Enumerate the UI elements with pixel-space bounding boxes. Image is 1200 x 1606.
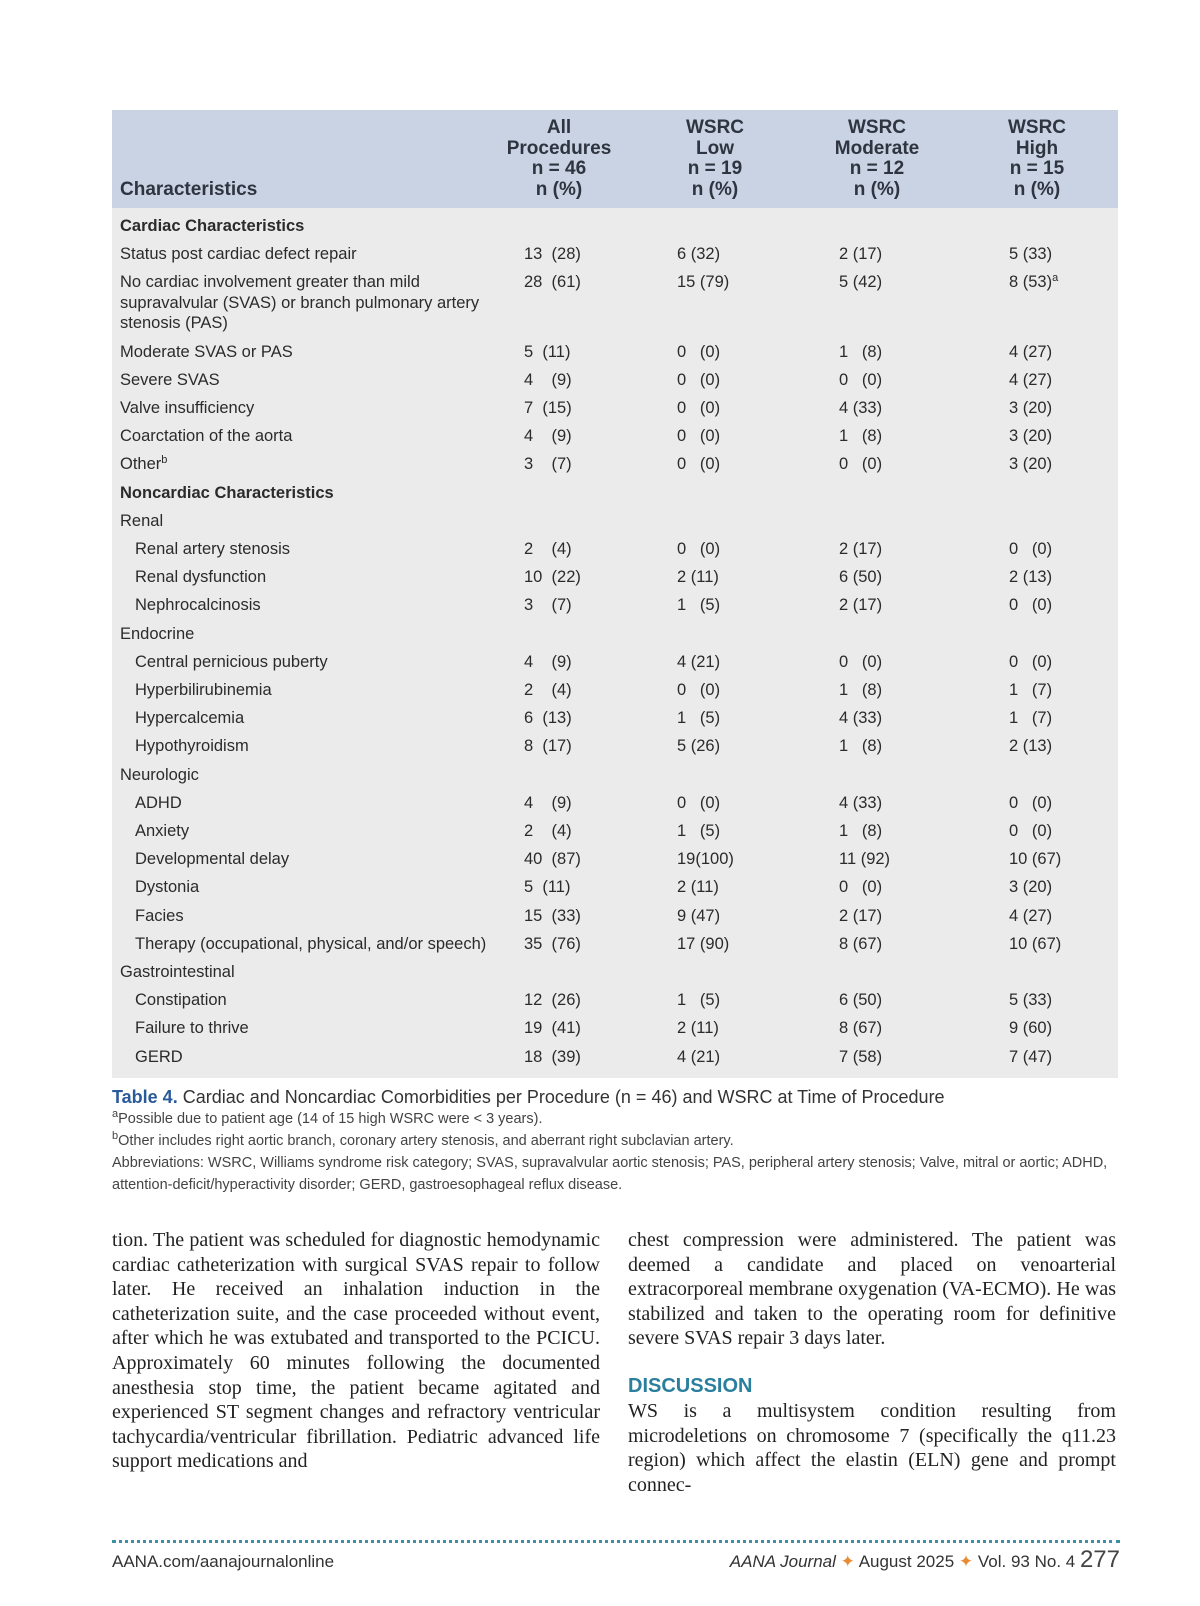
cell-value: 10 (67) — [1009, 850, 1062, 869]
table-cell — [524, 821, 572, 842]
header-line: WSRC — [1007, 117, 1067, 138]
table-cell — [524, 1047, 581, 1068]
header-wsrc-moderate — [792, 118, 962, 200]
table-cell — [839, 877, 882, 898]
table-cell — [839, 426, 882, 447]
row-label: Failure to thrive — [135, 1019, 249, 1038]
cell-value: 5 (11) — [524, 342, 571, 361]
header-line: n = 12 — [849, 158, 905, 179]
row-label: Nephrocalcinosis — [135, 596, 261, 615]
table-cell — [1009, 398, 1052, 419]
footer-citation — [730, 1546, 1120, 1574]
cell-value: 0 (0) — [1009, 652, 1053, 671]
table-cell — [524, 652, 572, 673]
cell-value: 8 (67) — [839, 934, 883, 953]
diamond-icon: ✦ — [958, 1552, 974, 1571]
header-line: n = 46 — [531, 158, 587, 179]
header-line: n (%) — [1013, 178, 1061, 200]
cell-value: 3 (20) — [1009, 878, 1053, 897]
cell-value: 4 (27) — [1009, 342, 1053, 361]
table-cell — [524, 454, 572, 475]
header-line: WSRC — [847, 117, 907, 138]
cell-value: 3 (20) — [1009, 427, 1053, 446]
row-label: Therapy (occupational, physical, and/or speech) — [135, 934, 487, 953]
footer-journal: AANA Journal — [729, 1552, 836, 1571]
table-cell — [524, 906, 581, 927]
cell-value: 2 (4) — [524, 822, 572, 840]
table-cell — [677, 877, 719, 898]
header-line: n (%) — [691, 178, 739, 200]
cell-value: 0 (0) — [1009, 596, 1053, 615]
row-label: Neurologic — [120, 765, 199, 784]
table-cell — [839, 454, 882, 475]
cell-value: 1 (5) — [677, 709, 721, 728]
caption-text: Cardiac and Noncardiac Comorbidities per Procedure (n = 46) and WSRC at Time of Procedure — [182, 1087, 945, 1107]
cell-value: 1 (5) — [677, 596, 721, 615]
table-cell — [524, 849, 581, 870]
body-paragraph: chest compression were administered. The patient was deemed a candidate and placed on venoarterial extracorporeal membrane oxygenation (VA-ECMO). He was stabilized and taken to the operating room for definitive severe SVAS repair 3 days later. — [628, 1229, 1116, 1350]
cell-value: 6 (50) — [839, 568, 883, 587]
footnote-b — [112, 1130, 1122, 1152]
cell-value: 7 (58) — [839, 1047, 883, 1066]
cell-value: 5 (26) — [677, 737, 721, 756]
header-line: Procedures — [506, 137, 612, 159]
header-line: n = 15 — [1009, 158, 1065, 179]
table-caption — [112, 1087, 1122, 1196]
header-line: WSRC — [685, 117, 745, 138]
table-cell — [839, 272, 882, 293]
body-column-left — [112, 1228, 600, 1474]
table-cell — [839, 990, 882, 1011]
table-cell — [1009, 990, 1052, 1011]
cell-value: 0 (0) — [839, 652, 883, 671]
header-characteristics: Characteristics — [120, 178, 258, 200]
cell-value: 5 (33) — [1009, 991, 1053, 1010]
row-label: Hyperbilirubinemia — [135, 681, 272, 699]
table-cell — [677, 849, 734, 870]
cell-value: 19 (41) — [524, 1019, 581, 1038]
cell-value: 4 (27) — [1009, 906, 1053, 925]
cell-value: 1 (8) — [839, 681, 883, 699]
table-cell — [677, 370, 720, 391]
cell-value: 3 (7) — [524, 596, 572, 615]
table-cell — [1009, 1018, 1052, 1039]
header-line: All — [546, 117, 572, 138]
table-cell — [677, 539, 720, 560]
table-cell — [524, 567, 581, 588]
cell-value: 0 (0) — [1009, 793, 1053, 812]
abbreviations-note: Abbreviations: WSRC, Williams syndrome risk category; SVAS, supravalvular aortic stenosis; PAS, peripheral artery stenosis; Valve, mitral or aortic; ADHD, attention-deficit/hyperactivity disorder; GERD, gastroesophageal reflux disease. — [112, 1155, 1108, 1193]
cell-value: 1 (5) — [677, 822, 721, 840]
cell-value: 8 (67) — [839, 1019, 883, 1038]
cell-value: 0 (0) — [677, 427, 721, 446]
cell-value: 35 (76) — [524, 934, 581, 953]
table-cell — [677, 595, 720, 616]
table-cell — [677, 272, 729, 293]
table-cell — [1009, 539, 1052, 560]
table-cell — [1009, 877, 1052, 898]
cell-value: 5 (11) — [524, 878, 571, 897]
cell-value: 6 (13) — [524, 709, 572, 728]
table-cell — [524, 595, 572, 616]
header-line: n = 19 — [687, 158, 743, 179]
cell-value: 15 (33) — [524, 906, 581, 925]
table-cell — [1009, 736, 1052, 757]
table-cell — [524, 244, 581, 265]
row-label: Other$^b$ — [120, 454, 168, 474]
cell-value: 4 (9) — [524, 370, 572, 389]
row-label: No cardiac involvement greater than mild supravalvular (SVAS) or branch pulmonary artery stenosis (PAS) — [120, 273, 480, 333]
cell-value: 11 (92) — [839, 850, 891, 869]
cell-value: 2 (11) — [677, 878, 719, 897]
section-heading-discussion: DISCUSSION — [628, 1374, 753, 1397]
cell-value: 0 (0) — [677, 455, 721, 474]
cell-value: 2 (17) — [839, 245, 883, 264]
table-cell — [677, 454, 720, 475]
cell-value: 4 (33) — [839, 709, 883, 728]
cell-value: 4 (33) — [839, 793, 883, 812]
footer-website: AANA.com/aanajournalonline — [112, 1552, 335, 1571]
cell-value: 6 (32) — [677, 245, 721, 264]
cell-value: 0 (0) — [677, 681, 721, 699]
table-cell — [677, 736, 720, 757]
cell-value: 1 (7) — [1009, 681, 1053, 699]
table-cell — [839, 342, 882, 363]
cell-value: 0 (0) — [1009, 822, 1053, 840]
table-cell — [677, 680, 720, 701]
table-cell — [524, 370, 572, 391]
table-cell — [524, 934, 581, 955]
table-cell — [524, 272, 581, 293]
row-label: Coarctation of the aorta — [120, 427, 293, 446]
cell-value: 2 (13) — [1009, 737, 1053, 756]
table-cell — [677, 793, 720, 814]
caption-title — [112, 1087, 1122, 1108]
row-label: Renal dysfunction — [135, 568, 267, 587]
cell-value: 1 (7) — [1009, 709, 1053, 728]
table-cell — [524, 1018, 581, 1039]
header-line: High — [1015, 137, 1059, 159]
row-label: Dystonia — [135, 878, 200, 897]
cell-value: 1 (8) — [839, 822, 883, 840]
caption-label: Table 4. — [112, 1087, 178, 1107]
row-label: Status post cardiac defect repair — [120, 245, 357, 264]
row-label: Gastrointestinal — [120, 963, 235, 981]
cell-value: 0 (0) — [839, 370, 883, 389]
cell-value: 2 (13) — [1009, 568, 1053, 587]
table-cell — [524, 398, 572, 419]
table-cell — [1009, 793, 1052, 814]
table-cell — [677, 934, 729, 955]
cell-value: 0 (0) — [677, 342, 721, 361]
table-cell — [1009, 821, 1052, 842]
table-cell — [839, 244, 882, 265]
header-line: Moderate — [834, 137, 920, 159]
table-cell — [1009, 342, 1052, 363]
cell-value: 3 (7) — [524, 455, 572, 474]
cell-value: 0 (0) — [839, 878, 883, 897]
cell-value: 8 (53) — [1009, 273, 1053, 292]
table-cell — [1009, 454, 1052, 475]
row-label: Renal — [120, 511, 164, 530]
header-wsrc-high — [952, 118, 1122, 200]
cell-value: 15 (79) — [677, 273, 730, 292]
table-cell — [839, 398, 882, 419]
table-cell — [1009, 906, 1052, 927]
row-label: Noncardiac Characteristics — [120, 483, 334, 502]
table-cell — [677, 398, 720, 419]
cell-value: 0 (0) — [677, 399, 721, 417]
cell-value: 8 (17) — [524, 737, 572, 756]
cell-value: 18 (39) — [524, 1047, 581, 1066]
table-cell — [1009, 595, 1052, 616]
footer-volume: Vol. 93 No. 4 — [977, 1552, 1076, 1571]
table-cell — [839, 680, 882, 701]
table-cell — [839, 539, 882, 560]
cell-value: 4 (21) — [677, 652, 721, 671]
table-cell — [677, 1018, 719, 1039]
table-cell — [524, 342, 570, 363]
cell-value: 2 (11) — [677, 568, 719, 587]
cell-value: 6 (50) — [839, 991, 883, 1010]
table-cell — [1009, 1047, 1052, 1068]
cell-value: 7 (15) — [524, 399, 572, 417]
row-label: Facies — [135, 906, 184, 925]
table-cell — [1009, 934, 1061, 955]
cell-value: 0 (0) — [677, 370, 721, 389]
table-cell — [1009, 652, 1052, 673]
footnote-b-text: Other includes right aortic branch, coronary artery stenosis, and aberrant right subclavian artery. — [118, 1133, 734, 1149]
row-label: Developmental delay — [135, 850, 290, 869]
table-cell — [677, 652, 720, 673]
row-label: Constipation — [135, 991, 227, 1010]
cell-value: 2 (17) — [839, 540, 883, 558]
cell-value: 3 (20) — [1009, 455, 1053, 474]
table-cell — [839, 793, 882, 814]
footer-date: August 2025 — [858, 1552, 955, 1571]
footnote-b-mark: b — [112, 1130, 119, 1142]
table-cell — [839, 708, 882, 729]
table-cell — [677, 708, 720, 729]
cell-value: 2 (17) — [839, 596, 883, 615]
table-cell — [524, 736, 572, 757]
row-label: Endocrine — [120, 624, 195, 643]
table-cell — [1009, 849, 1061, 870]
cell-value: 12 (26) — [524, 991, 581, 1010]
cell-value: 2 (17) — [839, 906, 883, 925]
table-cell — [524, 708, 572, 729]
table-cell — [1009, 708, 1052, 729]
table-cell — [677, 342, 720, 363]
footer-divider — [112, 1540, 1120, 1543]
cell-value: 5 (42) — [839, 273, 883, 292]
body-paragraph: tion. The patient was scheduled for diagnostic hemodynamic cardiac catheterization with surgical SVAS repair to follow later. He received an inhalation induction in the catheterization suite, and the case proceeded without event, after which he was extubated and transported to the PCICU. Approximately 60 minutes following the documented anesthesia stop time, the patient became agitated and experienced ST segment changes and refractory ventricular tachycardia/ventricular fibrillation. Pediatric advanced life support medications and — [112, 1229, 600, 1473]
row-label: Hypercalcemia — [135, 709, 245, 728]
row-label: Central pernicious puberty — [135, 652, 328, 671]
row-label: Anxiety — [135, 822, 190, 840]
table-cell — [1009, 272, 1058, 293]
table-header — [112, 110, 1118, 208]
table-cell — [524, 877, 570, 898]
table-cell — [839, 849, 890, 870]
cell-value: 1 (8) — [839, 427, 883, 446]
cell-value: 7 (47) — [1009, 1047, 1053, 1066]
table-cell — [839, 595, 882, 616]
cell-value: 10 (67) — [1009, 934, 1062, 953]
table-cell — [524, 539, 572, 560]
cell-value: 10 (22) — [524, 568, 581, 587]
footnote-a-mark: a — [112, 1108, 119, 1120]
table-cell — [1009, 244, 1052, 265]
body-paragraph: WS is a multisystem condition resulting from microdeletions on chromosome 7 (specifically the q11.23 region) which affect the elastin (ELN) gene and prompt connec- — [628, 1399, 1116, 1496]
cell-value: 4 (33) — [839, 399, 883, 417]
cell-value: 1 (8) — [839, 737, 883, 756]
page-number: 277 — [1079, 1546, 1120, 1573]
row-label: Severe SVAS — [120, 370, 220, 389]
cell-value: 0 (0) — [839, 455, 883, 474]
cell-value: 2 (11) — [677, 1019, 719, 1038]
body-column-right — [628, 1228, 1116, 1497]
cell-value: 2 (4) — [524, 681, 572, 699]
header-line: Low — [696, 137, 734, 159]
table-cell — [839, 652, 882, 673]
table-cell — [1009, 567, 1052, 588]
header-line: n (%) — [535, 178, 583, 200]
diamond-icon: ✦ — [840, 1552, 855, 1571]
table-cell — [677, 990, 720, 1011]
cell-value: 0 (0) — [677, 793, 721, 812]
row-label: Hypothyroidism — [135, 737, 249, 756]
cell-value: 4 (27) — [1009, 370, 1053, 389]
cell-value: 40 (87) — [524, 850, 581, 869]
table-cell — [677, 1047, 720, 1068]
cell-value: 3 (20) — [1009, 399, 1053, 417]
cell-value: 17 (90) — [677, 934, 730, 953]
row-label: Moderate SVAS or PAS — [120, 342, 293, 361]
row-label: Cardiac Characteristics — [120, 217, 305, 235]
footnote-a-text: Possible due to patient age (14 of 15 high WSRC were < 3 years). — [118, 1111, 543, 1127]
cell-value: 1 (8) — [839, 342, 883, 361]
footnote-a — [112, 1108, 1122, 1130]
header-all-procedures — [474, 118, 644, 200]
cell-value: 9 (47) — [677, 906, 721, 925]
cell-value: 19(100) — [677, 850, 734, 869]
footnote-marker: b — [161, 454, 168, 467]
table-cell — [1009, 370, 1052, 391]
cell-value: 9 (60) — [1009, 1019, 1053, 1038]
table-cell — [839, 567, 882, 588]
table-cell — [677, 567, 719, 588]
table-cell — [677, 821, 720, 842]
header-line: n (%) — [853, 178, 901, 200]
comorbidities-table — [112, 110, 1118, 1078]
table-cell — [677, 906, 720, 927]
table-cell — [524, 990, 581, 1011]
table-cell — [839, 736, 882, 757]
cell-value: 28 (61) — [524, 273, 581, 292]
cell-value: 4 (9) — [524, 793, 572, 812]
row-label: Renal artery stenosis — [135, 540, 290, 558]
cell-value: 1 (5) — [677, 991, 721, 1010]
cell-value: 4 (9) — [524, 427, 572, 446]
cell-value: 0 (0) — [677, 540, 721, 558]
table-cell — [839, 1047, 882, 1068]
table-cell — [524, 793, 572, 814]
table-cell — [839, 934, 882, 955]
footnote-marker: a — [1052, 272, 1059, 285]
row-label: GERD — [135, 1047, 183, 1066]
header-wsrc-low — [630, 118, 800, 200]
cell-value: 2 (4) — [524, 540, 572, 558]
table-cell — [677, 244, 720, 265]
cell-value: 5 (33) — [1009, 245, 1053, 264]
table-cell — [1009, 680, 1052, 701]
row-label: ADHD — [135, 793, 182, 812]
cell-value: 4 (9) — [524, 652, 572, 671]
cell-value: 0 (0) — [1009, 540, 1053, 558]
table-cell — [839, 906, 882, 927]
cell-value: 13 (28) — [524, 245, 581, 264]
table-cell — [839, 821, 882, 842]
row-label: Valve insufficiency — [120, 399, 255, 417]
table-cell — [524, 426, 572, 447]
cell-value: 4 (21) — [677, 1047, 721, 1066]
table-cell — [1009, 426, 1052, 447]
table-cell — [677, 426, 720, 447]
table-cell — [524, 680, 572, 701]
table-cell — [839, 370, 882, 391]
table-cell — [839, 1018, 882, 1039]
